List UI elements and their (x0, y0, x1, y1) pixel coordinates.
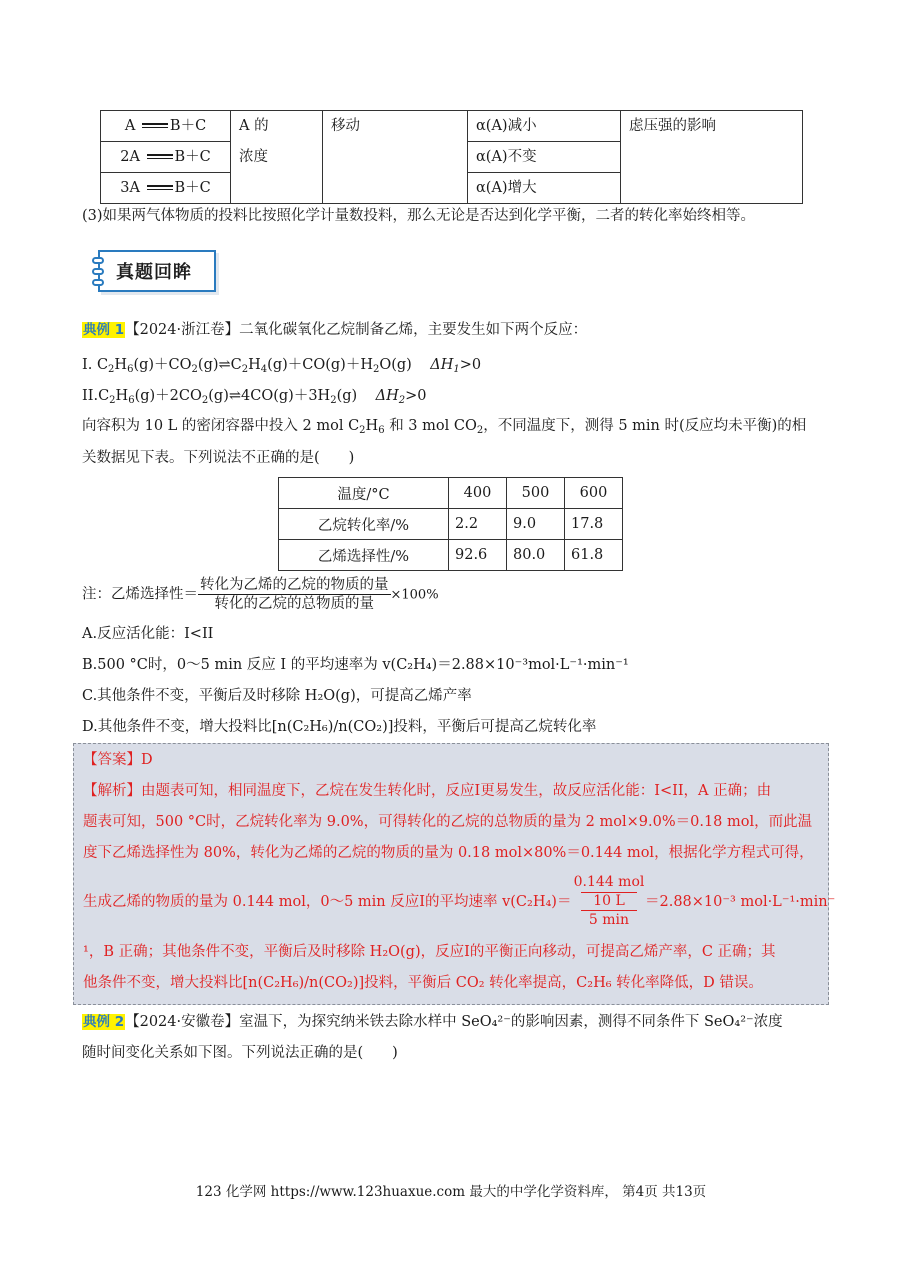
table-cell: 61.8 (565, 540, 623, 571)
rate-fraction (573, 874, 645, 929)
fraction-numerator: 0.144 mol (573, 874, 645, 890)
enthalpy-sub: 1 (453, 364, 460, 375)
enthalpy-sub: 2 (398, 395, 406, 406)
reaction-left: 3A (120, 180, 140, 196)
example-tag: 典例 2 (83, 1014, 125, 1030)
problem-paragraph-1: 向容积为 10 L 的密闭容器中投入 2 mol $C_2H_6$ 和 3 mol $CO_2$，不同温度下，测得 5 min 时(反应均未平衡)的相 (82, 418, 807, 436)
reaction-1: I. $C_2H_6(g)+CO_2(g)\rightleftharpoons C_2H_4(g)+CO(g)+H_2O(g)$ $\Delta H_1>0$ (82, 357, 482, 375)
fraction-denominator: 5 min (588, 912, 630, 928)
header-cell: 400 (449, 478, 507, 509)
analysis-line-2: 题表可知，500 °C时，乙烷转化率为 9.0%，可得转化的乙烷的总物质的量为 2 mol×9.0%＝0.18 mol，而此温 (83, 814, 813, 830)
reaction-text: II.C (82, 388, 110, 404)
section-banner (90, 247, 218, 295)
reaction-2: $II.C_2H_6(g)+2CO_2(g)\rightleftharpoons 4CO(g)+3H_2(g)$ $\Delta H_2>0$ (82, 388, 427, 406)
reaction-left: A (124, 118, 136, 134)
data-table (278, 477, 623, 571)
reaction-left: 2A (120, 149, 140, 165)
reaction-cell (101, 111, 231, 142)
analysis-line-4 (83, 892, 571, 912)
table-cell: 92.6 (449, 540, 507, 571)
row-label: 乙烯选择性/% (279, 540, 449, 571)
fraction-denominator: 转化的乙烷的总物质的量 (214, 596, 374, 612)
problem-paragraph-2: 关数据见下表。下列说法不正确的是( ) (82, 450, 355, 466)
reaction-text: I. C (82, 357, 109, 373)
reaction-cell (101, 142, 231, 173)
reaction-right: B＋C (169, 118, 207, 134)
example2-line-1 (82, 1012, 783, 1032)
analysis-line-1 (83, 781, 771, 801)
comparison-table (100, 110, 803, 204)
table-row (279, 509, 623, 540)
conversion-cell: α(A)增大 (468, 173, 621, 204)
enthalpy-value: >0 (405, 388, 427, 404)
fraction-numerator: 转化为乙烯的乙烷的物质的量 (200, 577, 389, 593)
equilibrium-arrow-icon (142, 121, 168, 131)
formula-tail: ×100% (390, 587, 439, 603)
page-footer: 123 化学网 https://www.123huaxue.com 最大的中学化学资料库， 第4页 共13页 (195, 1184, 707, 1200)
table-cell: 80.0 (507, 540, 565, 571)
equilibrium-arrow-icon (147, 183, 173, 193)
shift-cell: 移动 (323, 111, 468, 204)
binder-ring-icon (92, 257, 104, 264)
example-tag: 典例 1 (83, 322, 125, 338)
conversion-cell: α(A)不变 (468, 142, 621, 173)
table-header-row (279, 478, 623, 509)
paragraph-text: 和 3 mol CO (389, 418, 477, 434)
equilibrium-arrow-icon (147, 152, 173, 162)
example1-intro-line (82, 320, 587, 340)
table-cell: 9.0 (507, 509, 565, 540)
analysis-line-4-tail: ＝2.88×10⁻³ mol·L⁻¹·min⁻ (645, 894, 836, 910)
option-d: D.其他条件不变，增大投料比[n(C₂H₆)/n(CO₂)]投料，平衡后可提高乙烷转化率 (82, 719, 597, 735)
paragraph-text: ，不同温度下，测得 5 min 时(反应均未平衡)的相 (483, 418, 807, 434)
pressure-note-cell: 虑压强的影响 (621, 111, 803, 204)
reaction-right: B＋C (174, 180, 211, 196)
analysis-line-6: 他条件不变，增大投料比[n(C₂H₆)/n(CO₂)]投料，平衡后 CO₂ 转化率提高，C₂H₆ 转化率降低，D 错误。 (83, 975, 763, 991)
cell-text: A 的 (239, 118, 269, 134)
formula-fraction (198, 576, 391, 613)
selectivity-formula (82, 576, 439, 613)
enthalpy-symbol: ΔH (430, 357, 454, 373)
enthalpy-symbol: ΔH (375, 388, 399, 404)
analysis-line-5: ¹，B 正确；其他条件不变，平衡后及时移除 H₂O(g)，反应I的平衡正向移动，可提高乙烯产率，C 正确；其 (83, 944, 776, 960)
conversion-cell: α(A)减小 (468, 111, 621, 142)
table-row (279, 540, 623, 571)
fraction-middle: 10 L (581, 892, 637, 911)
header-cell: 温度/°C (279, 478, 449, 509)
table-cell: 17.8 (565, 509, 623, 540)
option-c: C.其他条件不变，平衡后及时移除 H₂O(g)，可提高乙烯产率 (82, 688, 472, 704)
binder-ring-icon (92, 268, 104, 275)
option-a: A.反应活化能：I<II (82, 626, 214, 642)
concentration-cell (231, 111, 323, 204)
example1-intro: 【2024·浙江卷】二氧化碳氧化乙烷制备乙烯，主要发生如下两个反应： (125, 322, 588, 338)
reaction-right: B＋C (174, 149, 211, 165)
header-cell: 600 (565, 478, 623, 509)
table-cell: 2.2 (449, 509, 507, 540)
option-b: B.500 °C时，0～5 min 反应 I 的平均速率为 v(C₂H₄)＝2.88×10⁻³mol·L⁻¹·min⁻¹ (82, 657, 629, 673)
enthalpy-value: >0 (459, 357, 482, 373)
answer-label: 【答案】D (83, 752, 153, 768)
analysis-text: 由题表可知，相同温度下，乙烷在发生转化时，反应I更易发生，故反应活化能：I<II，A 正确；由 (141, 783, 772, 799)
paragraph-text: 向容积为 10 L 的密闭容器中投入 2 mol C (82, 418, 360, 434)
note-3: (3)如果两气体物质的投料比按照化学计量数投料，那么无论是否达到化学平衡，二者的转化率始终相等。 (82, 208, 756, 224)
formula-label: 注：乙烯选择性＝ (82, 586, 198, 603)
row-label: 乙烷转化率/% (279, 509, 449, 540)
analysis-label: 【解析】 (83, 783, 141, 799)
analysis-text: 生成乙烯的物质的量为 0.144 mol，0～5 min 反应I的平均速率 v(C₂H₄)＝ (83, 894, 572, 910)
banner-title: 真题回眸 (116, 262, 192, 283)
analysis-line-3: 度下乙烯选择性为 80%，转化为乙烯的乙烷的物质的量为 0.18 mol×80%＝0.144 mol，根据化学方程式可得， (83, 845, 814, 861)
header-cell: 500 (507, 478, 565, 509)
reaction-cell (101, 173, 231, 204)
binder-ring-icon (92, 279, 104, 286)
cell-text: 浓度 (239, 149, 268, 165)
example2-line-2: 随时间变化关系如下图。下列说法正确的是( ) (82, 1045, 398, 1061)
example2-text: 【2024·安徽卷】室温下，为探究纳米铁去除水样中 SeO₄²⁻的影响因素，测得不同条件下 SeO₄²⁻浓度 (125, 1014, 783, 1030)
